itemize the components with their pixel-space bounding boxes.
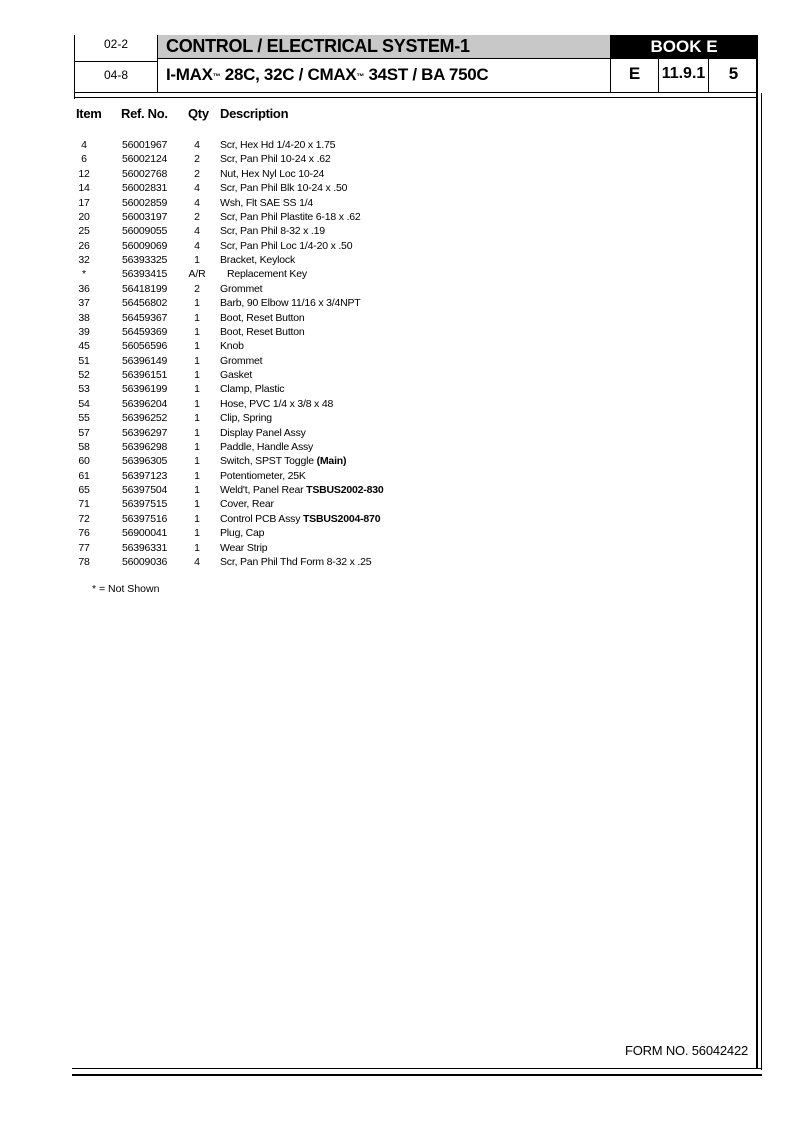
- description-text: Scr, Pan Phil Thd Form 8-32 x .25: [220, 555, 372, 568]
- quantity: 4: [194, 196, 200, 209]
- ref-number: 56009069: [122, 239, 168, 252]
- revision-bottom: 04-8: [103, 68, 129, 82]
- ref-number: 56459367: [122, 311, 168, 324]
- quantity: 1: [194, 311, 200, 324]
- item-number: 14: [78, 182, 90, 195]
- frame-line-left: [74, 93, 75, 99]
- description-text: Display Panel Assy: [220, 426, 306, 439]
- description: [220, 512, 380, 526]
- description: [220, 239, 352, 253]
- ref-number: 56003197: [122, 210, 168, 223]
- description-text: Switch, SPST Toggle: [220, 455, 317, 468]
- description-text: Scr, Pan Phil Loc 1/4-20 x .50: [220, 239, 353, 252]
- table-row: [0, 483, 793, 497]
- ref-number: 56393325: [122, 254, 168, 266]
- item-number: 36: [78, 282, 90, 295]
- description-text: Paddle, Handle Assy: [220, 440, 314, 453]
- column-header-description: Description: [220, 106, 289, 121]
- footnote: * = Not Shown: [92, 583, 160, 595]
- ref-number: 56001967: [122, 139, 168, 151]
- quantity: 4: [194, 139, 200, 151]
- item-number: 72: [78, 512, 90, 525]
- description-text: Grommet: [220, 354, 263, 367]
- item-number: 17: [78, 196, 90, 209]
- item-number: 38: [78, 311, 90, 324]
- quantity: 1: [194, 369, 200, 381]
- description: [220, 196, 313, 210]
- item-number: 54: [78, 397, 90, 410]
- ref-number: 56396149: [122, 354, 168, 367]
- item-number: *: [82, 268, 86, 281]
- column-header-ref: Ref. No.: [121, 106, 168, 121]
- description-text: Control PCB Assy: [220, 512, 303, 525]
- quantity: 1: [194, 397, 200, 410]
- parts-list: [0, 138, 793, 569]
- item-number: 25: [78, 225, 90, 238]
- description-text: Cover, Rear: [220, 498, 274, 511]
- ref-number: 56056596: [122, 340, 168, 353]
- quantity: 1: [194, 484, 200, 496]
- column-header-item: Item: [76, 106, 102, 121]
- table-row: [0, 282, 793, 296]
- description: [220, 440, 313, 454]
- ref-number: 56397515: [122, 498, 168, 511]
- table-row: [0, 181, 793, 195]
- ref-number: 56009055: [122, 225, 168, 238]
- ref-number: 56397504: [122, 484, 168, 496]
- table-row: [0, 253, 793, 267]
- ref-number: 56002831: [122, 182, 168, 195]
- table-row: [0, 426, 793, 440]
- title-bar: [158, 35, 610, 59]
- ref-number: 56393415: [122, 268, 168, 281]
- quantity: 4: [194, 239, 200, 252]
- page-header: [74, 35, 758, 93]
- revision-top: 02-2: [75, 35, 157, 62]
- page-title: CONTROL / ELECTRICAL SYSTEM-1: [166, 36, 470, 56]
- description: [220, 354, 262, 368]
- table-row: [0, 440, 793, 454]
- table-row: [0, 311, 793, 325]
- ref-number: 56002124: [122, 153, 168, 166]
- ref-number: 56009036: [122, 555, 168, 568]
- description: [220, 138, 335, 152]
- table-row: [0, 397, 793, 411]
- form-number: FORM NO. 56042422: [624, 1043, 748, 1058]
- quantity: 1: [194, 541, 200, 554]
- description: [220, 483, 384, 497]
- ref-number: 56900041: [122, 527, 168, 540]
- description-text: Bracket, Keylock: [220, 254, 295, 266]
- quantity: 1: [194, 469, 200, 482]
- column-header-qty: Qty: [188, 106, 209, 121]
- table-row: [0, 411, 793, 425]
- table-row: [0, 167, 793, 181]
- description: [220, 469, 306, 483]
- description: [220, 181, 347, 195]
- ref-number: 56396151: [122, 369, 168, 381]
- item-number: 55: [78, 412, 90, 425]
- description-note: (Main): [316, 455, 347, 468]
- quantity: A/R: [188, 268, 206, 281]
- table-row: [0, 469, 793, 483]
- quantity: 1: [194, 426, 200, 439]
- description: [220, 454, 346, 468]
- revision-box: [75, 35, 158, 92]
- section-codes: [610, 59, 757, 92]
- book-label-box: [610, 35, 757, 59]
- description: [220, 253, 295, 267]
- description: [220, 339, 244, 353]
- table-row: [0, 152, 793, 166]
- ref-number: 56002768: [122, 167, 168, 180]
- quantity: 1: [194, 325, 200, 338]
- subtitle-part: 28C, 32C / CMAX: [220, 65, 357, 84]
- description-text: Knob: [220, 340, 244, 353]
- table-row: [0, 267, 793, 281]
- description: [220, 426, 306, 440]
- item-number: 6: [81, 153, 87, 166]
- quantity: 1: [194, 512, 200, 525]
- ref-number: 56002859: [122, 196, 168, 209]
- quantity: 4: [194, 182, 200, 195]
- description-text: Scr, Pan Phil 10-24 x .62: [220, 153, 331, 166]
- description: [220, 382, 284, 396]
- subtitle-part: 34ST / BA 750C: [364, 65, 489, 84]
- description: [220, 555, 371, 569]
- frame-line-bottom-outer: [72, 1074, 762, 1076]
- ref-number: 56397123: [122, 469, 168, 482]
- quantity: 1: [194, 340, 200, 353]
- table-row: [0, 555, 793, 569]
- table-row: [0, 541, 793, 555]
- description-text: Boot, Reset Button: [220, 311, 305, 324]
- quantity: 2: [194, 282, 200, 295]
- description-text: Nut, Hex Nyl Loc 10-24: [220, 167, 325, 180]
- description: [220, 397, 333, 411]
- description-text: Hose, PVC 1/4 x 3/8 x 48: [220, 397, 334, 410]
- description: [220, 411, 272, 425]
- item-number: 51: [78, 354, 90, 367]
- description-text: Barb, 90 Elbow 11/16 x 3/4NPT: [220, 297, 361, 310]
- quantity: 2: [194, 167, 200, 180]
- quantity: 1: [194, 412, 200, 425]
- item-number: 58: [78, 440, 90, 453]
- quantity: 4: [194, 225, 200, 238]
- quantity: 1: [194, 297, 200, 310]
- description: [220, 311, 305, 325]
- quantity: 4: [194, 555, 200, 568]
- quantity: 1: [194, 440, 200, 453]
- ref-number: 56396331: [122, 541, 168, 554]
- description: [220, 526, 264, 540]
- description: [220, 368, 252, 382]
- item-number: 12: [78, 167, 90, 180]
- ref-number: 56396298: [122, 440, 168, 453]
- description: [220, 282, 262, 296]
- ref-number: 56396204: [122, 397, 168, 410]
- model-subtitle: [166, 62, 488, 88]
- quantity: 1: [194, 354, 200, 367]
- description-text: Clip, Spring: [220, 412, 272, 425]
- quantity: 1: [194, 455, 200, 468]
- description-text: Wsh, Flt SAE SS 1/4: [220, 196, 314, 209]
- ref-number: 56397516: [122, 512, 168, 525]
- table-row: [0, 325, 793, 339]
- table-row: [0, 497, 793, 511]
- table-row: [0, 526, 793, 540]
- description-text: Gasket: [220, 369, 253, 381]
- item-number: 20: [78, 210, 90, 223]
- ref-number: 56396297: [122, 426, 168, 439]
- description: [220, 541, 267, 555]
- table-row: [0, 224, 793, 238]
- description-text: Weld't, Panel Rear: [220, 484, 307, 496]
- item-number: 39: [78, 325, 90, 338]
- trademark-mark: ™: [356, 72, 365, 81]
- item-number: 4: [81, 139, 87, 151]
- description-text: Grommet: [220, 282, 263, 295]
- table-row: [0, 138, 793, 152]
- quantity: 1: [194, 527, 200, 540]
- ref-number: 56396199: [122, 383, 168, 396]
- quantity: 1: [194, 254, 200, 266]
- header-underline: [74, 97, 758, 98]
- item-number: 77: [78, 541, 90, 554]
- description-text: Plug, Cap: [220, 527, 265, 540]
- item-number: 78: [78, 555, 90, 568]
- table-row: [0, 210, 793, 224]
- section-code-letter: E: [611, 59, 659, 92]
- description: [220, 497, 274, 511]
- item-number: 45: [78, 340, 90, 353]
- description: [220, 296, 361, 310]
- table-row: [0, 512, 793, 526]
- ref-number: 56456802: [122, 297, 168, 310]
- table-row: [0, 354, 793, 368]
- item-number: 65: [78, 484, 90, 496]
- table-row: [0, 196, 793, 210]
- item-number: 37: [78, 297, 90, 310]
- item-number: 71: [78, 498, 90, 511]
- ref-number: 56459369: [122, 325, 168, 338]
- trademark-mark: ™: [212, 72, 221, 81]
- description-text: Potentiometer, 25K: [220, 469, 306, 482]
- description: [220, 325, 305, 339]
- ref-number: 56396252: [122, 412, 168, 425]
- book-label: BOOK E: [650, 37, 718, 56]
- description-text: Clamp, Plastic: [220, 383, 285, 396]
- description: [220, 152, 331, 166]
- ref-number: 56418199: [122, 282, 168, 295]
- quantity: 1: [194, 383, 200, 396]
- description: [220, 210, 360, 224]
- quantity: 1: [194, 498, 200, 511]
- frame-line-bottom: [72, 1068, 762, 1069]
- description-text: Scr, Pan Phil Plastite 6-18 x .62: [220, 210, 361, 223]
- item-number: 60: [78, 455, 90, 468]
- table-row: [0, 239, 793, 253]
- table-row: [0, 296, 793, 310]
- item-number: 32: [78, 254, 90, 266]
- description-note: TSBUS2002-830: [306, 484, 384, 496]
- item-number: 76: [78, 527, 90, 540]
- table-row: [0, 339, 793, 353]
- description: [220, 224, 325, 238]
- description-text: Scr, Pan Phil 8-32 x .19: [220, 225, 325, 238]
- section-code-number: 11.9.1: [659, 59, 709, 92]
- table-row: [0, 368, 793, 382]
- ref-number: 56396305: [122, 455, 168, 468]
- item-number: 26: [78, 239, 90, 252]
- item-number: 57: [78, 426, 90, 439]
- description: [220, 167, 324, 181]
- description-text: Scr, Hex Hd 1/4-20 x 1.75: [220, 139, 336, 151]
- item-number: 53: [78, 383, 90, 396]
- table-row: [0, 454, 793, 468]
- item-number: 52: [78, 369, 90, 381]
- quantity: 2: [194, 153, 200, 166]
- subtitle-part: I-MAX: [166, 65, 213, 84]
- item-number: 61: [78, 469, 90, 482]
- description-text: Scr, Pan Phil Blk 10-24 x .50: [220, 182, 348, 195]
- table-row: [0, 382, 793, 396]
- description-text: Wear Strip: [220, 541, 268, 554]
- page-number: 5: [728, 64, 739, 83]
- description-text: Replacement Key: [227, 268, 307, 281]
- quantity: 2: [194, 210, 200, 223]
- description: [227, 267, 307, 281]
- description-text: Boot, Reset Button: [220, 325, 305, 338]
- description-note: TSBUS2004-870: [302, 512, 381, 525]
